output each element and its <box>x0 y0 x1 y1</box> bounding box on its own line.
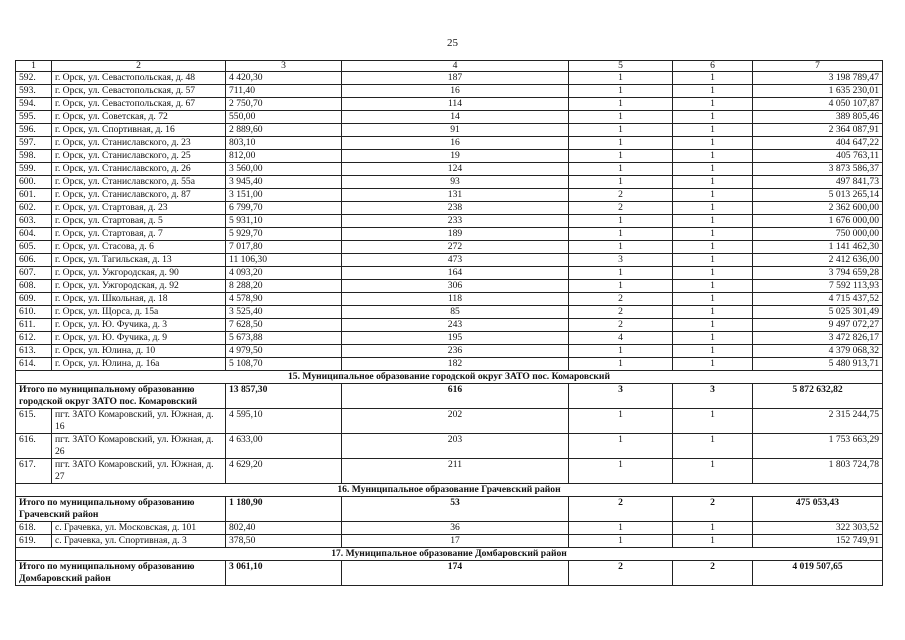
table-cell: 2 315 244,75 <box>753 409 883 434</box>
table-cell: 85 <box>342 306 569 319</box>
table-cell: 164 <box>342 267 569 280</box>
table-cell: 2 362 600,00 <box>753 202 883 215</box>
table-row <box>16 535 883 548</box>
table-cell: 595. <box>16 111 52 124</box>
table-cell: г. Орск, ул. Тагильская, д. 13 <box>52 254 226 267</box>
table-row <box>16 137 883 150</box>
table-cell: 3 151,00 <box>226 189 342 202</box>
table-cell: 617. <box>16 459 52 484</box>
table-row <box>16 111 883 124</box>
table-cell: 1 <box>569 434 673 459</box>
table-cell: 8 288,20 <box>226 280 342 293</box>
table-row <box>16 124 883 137</box>
table-cell: 1 <box>673 215 753 228</box>
data-table <box>15 60 883 586</box>
table-cell: 1 803 724,78 <box>753 459 883 484</box>
table-cell: 11 106,30 <box>226 254 342 267</box>
table-cell: 1 <box>569 98 673 111</box>
table-cell: 378,50 <box>226 535 342 548</box>
table-cell: г. Орск, ул. Ужгородская, д. 90 <box>52 267 226 280</box>
table-cell: 131 <box>342 189 569 202</box>
table-cell: 233 <box>342 215 569 228</box>
table-cell: 612. <box>16 332 52 345</box>
total-cell: 616 <box>342 384 569 409</box>
table-cell: 2 <box>569 189 673 202</box>
table-cell: 4 715 437,52 <box>753 293 883 306</box>
table-cell: г. Орск, ул. Севастопольская, д. 48 <box>52 72 226 85</box>
table-cell: 1 <box>673 124 753 137</box>
total-cell: 2 <box>569 561 673 586</box>
table-cell: с. Грачевка, ул. Спортивная, д. 3 <box>52 535 226 548</box>
header-cell: 7 <box>753 61 883 72</box>
table-cell: пгт. ЗАТО Комаровский, ул. Южная, д. 16 <box>52 409 226 434</box>
total-cell: 4 019 507,65 <box>753 561 883 586</box>
table-row <box>16 293 883 306</box>
table-cell: г. Орск, ул. Стартовая, д. 23 <box>52 202 226 215</box>
table-cell: 1 <box>673 202 753 215</box>
table-cell: 599. <box>16 163 52 176</box>
table-cell: 1 <box>569 228 673 241</box>
table-cell: 187 <box>342 72 569 85</box>
table-cell: 3 <box>569 254 673 267</box>
table-cell: 614. <box>16 358 52 371</box>
section-heading-row <box>16 484 883 497</box>
header-cell: 1 <box>16 61 52 72</box>
table-cell: 3 525,40 <box>226 306 342 319</box>
table-cell: 1 <box>673 332 753 345</box>
table-cell: 2 <box>569 306 673 319</box>
table-cell: 7 017,80 <box>226 241 342 254</box>
table-cell: 593. <box>16 85 52 98</box>
table-cell: пгт. ЗАТО Комаровский, ул. Южная, д. 27 <box>52 459 226 484</box>
table-cell: г. Орск, ул. Станиславского, д. 25 <box>52 150 226 163</box>
table-cell: 5 480 913,71 <box>753 358 883 371</box>
table-cell: 618. <box>16 522 52 535</box>
section-title: 17. Муниципальное образование Домбаровский район <box>16 548 883 561</box>
table-cell: 1 <box>569 124 673 137</box>
table-row <box>16 202 883 215</box>
table-cell: 243 <box>342 319 569 332</box>
total-cell: 2 <box>673 497 753 522</box>
table-cell: 600. <box>16 176 52 189</box>
table-cell: г. Орск, ул. Севастопольская, д. 67 <box>52 98 226 111</box>
table-cell: 124 <box>342 163 569 176</box>
table-cell: 1 <box>673 137 753 150</box>
table-cell: 1 <box>569 345 673 358</box>
table-row <box>16 267 883 280</box>
table-cell: 4 979,50 <box>226 345 342 358</box>
table-cell: 14 <box>342 111 569 124</box>
table-cell: 3 873 586,37 <box>753 163 883 176</box>
table-cell: 195 <box>342 332 569 345</box>
total-row <box>16 561 883 586</box>
total-row <box>16 497 883 522</box>
total-cell: 53 <box>342 497 569 522</box>
table-cell: 1 <box>673 522 753 535</box>
table-cell: 3 560,00 <box>226 163 342 176</box>
table-cell: 4 050 107,87 <box>753 98 883 111</box>
table-cell: 1 753 663,29 <box>753 434 883 459</box>
table-cell: 1 <box>673 98 753 111</box>
header-cell: 5 <box>569 61 673 72</box>
table-cell: 93 <box>342 176 569 189</box>
table-cell: г. Орск, ул. Спортивная, д. 16 <box>52 124 226 137</box>
table-cell: 1 <box>673 241 753 254</box>
table-cell: 1 141 462,30 <box>753 241 883 254</box>
table-cell: 2 412 636,00 <box>753 254 883 267</box>
table-cell: 4 379 068,32 <box>753 345 883 358</box>
header-row <box>16 61 883 72</box>
total-cell: 475 053,43 <box>753 497 883 522</box>
table-cell: г. Орск, ул. Ю. Фучика, д. 3 <box>52 319 226 332</box>
table-cell: г. Орск, ул. Стасова, д. 6 <box>52 241 226 254</box>
table-cell: 405 763,11 <box>753 150 883 163</box>
table-cell: 711,40 <box>226 85 342 98</box>
table-row <box>16 176 883 189</box>
table-row <box>16 98 883 111</box>
table-cell: 602. <box>16 202 52 215</box>
table-cell: 550,00 <box>226 111 342 124</box>
table-cell: с. Грачевка, ул. Московская, д. 101 <box>52 522 226 535</box>
table-cell: 189 <box>342 228 569 241</box>
table-cell: 2 364 087,91 <box>753 124 883 137</box>
section-title: 15. Муниципальное образование городской округ ЗАТО пос. Комаровский <box>16 371 883 384</box>
table-row <box>16 358 883 371</box>
table-cell: 1 <box>673 150 753 163</box>
table-cell: 9 497 072,27 <box>753 319 883 332</box>
table-cell: 211 <box>342 459 569 484</box>
table-cell: 1 <box>673 85 753 98</box>
table-row <box>16 319 883 332</box>
table-row <box>16 254 883 267</box>
table-cell: 1 <box>673 189 753 202</box>
table-cell: 1 <box>569 280 673 293</box>
table-cell: 1 676 000,00 <box>753 215 883 228</box>
table-cell: 497 841,73 <box>753 176 883 189</box>
table-cell: 182 <box>342 358 569 371</box>
table-cell: 1 <box>673 319 753 332</box>
table-cell: г. Орск, ул. Юлина, д. 10 <box>52 345 226 358</box>
table-cell: 389 805,46 <box>753 111 883 124</box>
table-cell: 611. <box>16 319 52 332</box>
table-cell: 1 <box>673 535 753 548</box>
total-cell: 1 180,90 <box>226 497 342 522</box>
table-cell: 16 <box>342 137 569 150</box>
total-label: Итого по муниципальному образованию городской округ ЗАТО пос. Комаровский <box>16 384 226 409</box>
table-cell: г. Орск, ул. Станиславского, д. 26 <box>52 163 226 176</box>
table-row <box>16 150 883 163</box>
table-cell: 404 647,22 <box>753 137 883 150</box>
table-cell: 607. <box>16 267 52 280</box>
table-cell: г. Орск, ул. Щорса, д. 15а <box>52 306 226 319</box>
table-cell: 4 578,90 <box>226 293 342 306</box>
total-label: Итого по муниципальному образованию Домбаровский район <box>16 561 226 586</box>
table-cell: 3 472 826,17 <box>753 332 883 345</box>
table-row <box>16 215 883 228</box>
table-cell: 1 <box>673 111 753 124</box>
table-row <box>16 85 883 98</box>
table-cell: 118 <box>342 293 569 306</box>
table-cell: 604. <box>16 228 52 241</box>
table-cell: 613. <box>16 345 52 358</box>
table-row <box>16 459 883 484</box>
table-cell: 1 <box>673 176 753 189</box>
table-cell: 2 <box>569 202 673 215</box>
table-cell: 1 <box>569 267 673 280</box>
total-cell: 3 061,10 <box>226 561 342 586</box>
table-cell: 4 595,10 <box>226 409 342 434</box>
total-cell: 2 <box>673 561 753 586</box>
table-row <box>16 189 883 202</box>
table-row <box>16 72 883 85</box>
page-number: 25 <box>447 37 458 49</box>
table-cell: 1 <box>673 434 753 459</box>
table-row <box>16 163 883 176</box>
table-body <box>16 61 883 586</box>
table-cell: 7 628,50 <box>226 319 342 332</box>
total-cell: 174 <box>342 561 569 586</box>
table-cell: 36 <box>342 522 569 535</box>
table-cell: 1 <box>673 254 753 267</box>
table-cell: 5 108,70 <box>226 358 342 371</box>
table-cell: г. Орск, ул. Станиславского, д. 23 <box>52 137 226 150</box>
table-cell: г. Орск, ул. Советская, д. 72 <box>52 111 226 124</box>
section-heading-row <box>16 371 883 384</box>
table-cell: г. Орск, ул. Школьная, д. 18 <box>52 293 226 306</box>
table-cell: 5 929,70 <box>226 228 342 241</box>
table-cell: 1 <box>569 137 673 150</box>
total-cell: 3 <box>569 384 673 409</box>
table-cell: 1 <box>673 280 753 293</box>
table-cell: 1 <box>673 306 753 319</box>
table-cell: 3 794 659,28 <box>753 267 883 280</box>
table-cell: 7 592 113,93 <box>753 280 883 293</box>
table-cell: 1 <box>673 293 753 306</box>
table-cell: пгт. ЗАТО Комаровский, ул. Южная, д. 26 <box>52 434 226 459</box>
table-cell: 803,10 <box>226 137 342 150</box>
total-label: Итого по муниципальному образованию Грачевский район <box>16 497 226 522</box>
table-cell: г. Орск, ул. Станиславского, д. 55а <box>52 176 226 189</box>
table-cell: 1 <box>569 358 673 371</box>
section-title: 16. Муниципальное образование Грачевский район <box>16 484 883 497</box>
table-cell: 1 <box>569 176 673 189</box>
table-cell: 202 <box>342 409 569 434</box>
table-row <box>16 409 883 434</box>
table-cell: 1 <box>569 85 673 98</box>
table-cell: 1 <box>569 522 673 535</box>
table-cell: 615. <box>16 409 52 434</box>
table-cell: 812,00 <box>226 150 342 163</box>
table-cell: г. Орск, ул. Стартовая, д. 7 <box>52 228 226 241</box>
table-cell: 17 <box>342 535 569 548</box>
table-cell: г. Орск, ул. Станиславского, д. 87 <box>52 189 226 202</box>
table-cell: 616. <box>16 434 52 459</box>
table-row <box>16 332 883 345</box>
header-cell: 4 <box>342 61 569 72</box>
table-cell: 322 303,52 <box>753 522 883 535</box>
table-cell: г. Орск, ул. Ю. Фучика, д. 9 <box>52 332 226 345</box>
table-cell: 91 <box>342 124 569 137</box>
total-cell: 3 <box>673 384 753 409</box>
table-cell: 3 198 789,47 <box>753 72 883 85</box>
table-cell: 1 <box>673 358 753 371</box>
table-cell: 5 025 301,49 <box>753 306 883 319</box>
table-cell: 609. <box>16 293 52 306</box>
table-cell: 750 000,00 <box>753 228 883 241</box>
table-cell: 1 <box>673 409 753 434</box>
table-row <box>16 345 883 358</box>
table-cell: 4 <box>569 332 673 345</box>
table-cell: 203 <box>342 434 569 459</box>
table-cell: 1 <box>569 150 673 163</box>
table-cell: 114 <box>342 98 569 111</box>
table-cell: 1 <box>673 228 753 241</box>
table-cell: 4 093,20 <box>226 267 342 280</box>
table-cell: 4 629,20 <box>226 459 342 484</box>
table-cell: 16 <box>342 85 569 98</box>
table-cell: 1 <box>673 459 753 484</box>
table-cell: 236 <box>342 345 569 358</box>
total-cell: 5 872 632,82 <box>753 384 883 409</box>
table-cell: 5 673,88 <box>226 332 342 345</box>
table-cell: 238 <box>342 202 569 215</box>
table-cell: 802,40 <box>226 522 342 535</box>
table-cell: 19 <box>342 150 569 163</box>
table-row <box>16 241 883 254</box>
table-cell: 6 799,70 <box>226 202 342 215</box>
table-cell: 597. <box>16 137 52 150</box>
table-cell: 3 945,40 <box>226 176 342 189</box>
table-cell: 1 <box>569 241 673 254</box>
table-cell: 5 931,10 <box>226 215 342 228</box>
table-cell: 603. <box>16 215 52 228</box>
table-cell: 605. <box>16 241 52 254</box>
table-cell: 610. <box>16 306 52 319</box>
table-cell: 1 <box>569 215 673 228</box>
section-heading-row <box>16 548 883 561</box>
table-row <box>16 522 883 535</box>
table-cell: 272 <box>342 241 569 254</box>
table-cell: 306 <box>342 280 569 293</box>
table-cell: г. Орск, ул. Ужгородская, д. 92 <box>52 280 226 293</box>
header-cell: 6 <box>673 61 753 72</box>
table-cell: 1 <box>673 267 753 280</box>
table-cell: 619. <box>16 535 52 548</box>
table-cell: 5 013 265,14 <box>753 189 883 202</box>
header-cell: 3 <box>226 61 342 72</box>
table-cell: 1 <box>569 163 673 176</box>
table-cell: 2 889,60 <box>226 124 342 137</box>
table-cell: 1 <box>673 163 753 176</box>
table-cell: 1 635 230,01 <box>753 85 883 98</box>
table-cell: 598. <box>16 150 52 163</box>
table-cell: 4 420,30 <box>226 72 342 85</box>
table-cell: 594. <box>16 98 52 111</box>
table-cell: 1 <box>569 72 673 85</box>
table-cell: 608. <box>16 280 52 293</box>
table-cell: г. Орск, ул. Стартовая, д. 5 <box>52 215 226 228</box>
table-row <box>16 306 883 319</box>
table-cell: 1 <box>569 535 673 548</box>
total-row <box>16 384 883 409</box>
table-cell: 592. <box>16 72 52 85</box>
table-cell: 1 <box>569 111 673 124</box>
table-cell: 152 749,91 <box>753 535 883 548</box>
total-cell: 13 857,30 <box>226 384 342 409</box>
table-cell: 1 <box>673 345 753 358</box>
table-cell: 601. <box>16 189 52 202</box>
table-cell: 596. <box>16 124 52 137</box>
table-cell: 1 <box>673 72 753 85</box>
table-cell: 4 633,00 <box>226 434 342 459</box>
table-cell: 2 750,70 <box>226 98 342 111</box>
table-cell: г. Орск, ул. Севастопольская, д. 57 <box>52 85 226 98</box>
header-cell: 2 <box>52 61 226 72</box>
table-cell: 1 <box>569 459 673 484</box>
table-cell: г. Орск, ул. Юлина, д. 16а <box>52 358 226 371</box>
table-cell: 2 <box>569 293 673 306</box>
table-row <box>16 280 883 293</box>
table-cell: 473 <box>342 254 569 267</box>
total-cell: 2 <box>569 497 673 522</box>
table-row <box>16 228 883 241</box>
table-cell: 2 <box>569 319 673 332</box>
table-cell: 606. <box>16 254 52 267</box>
table-row <box>16 434 883 459</box>
table-cell: 1 <box>569 409 673 434</box>
